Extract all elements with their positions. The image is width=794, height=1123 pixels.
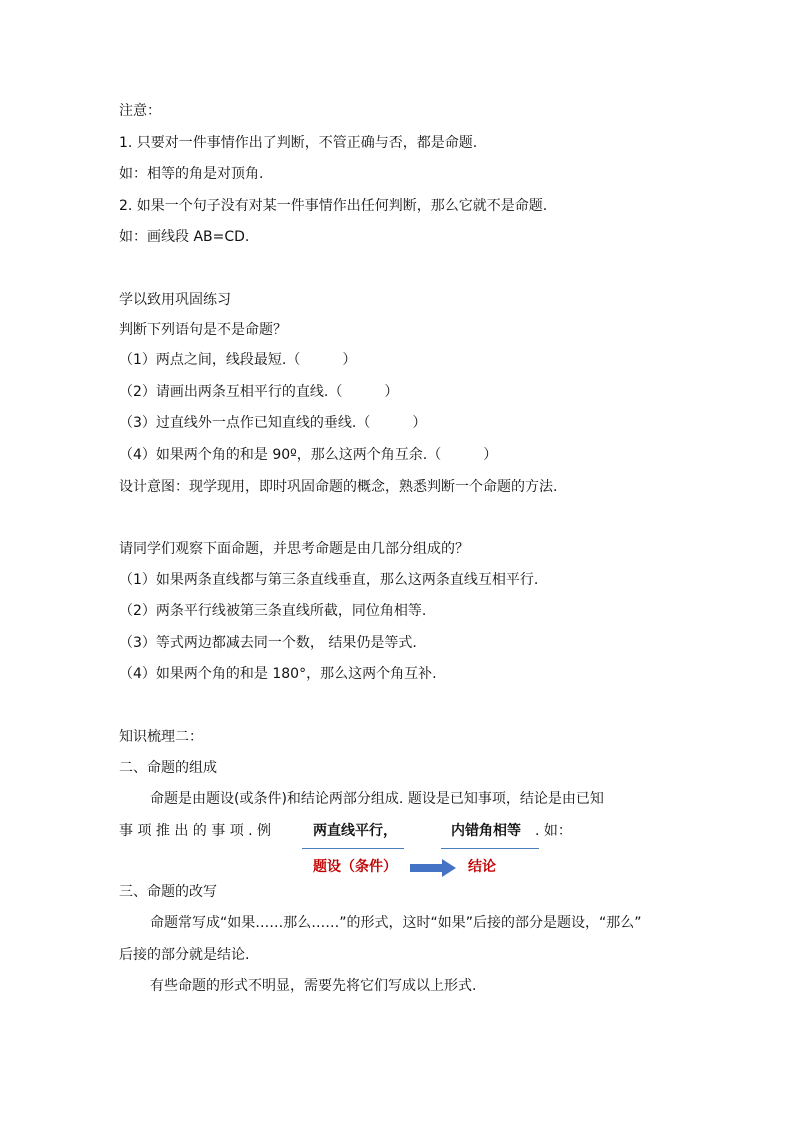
- example-conclusion: 内错角相等: [451, 823, 521, 839]
- notes-item-2: 2. 如果一个句子没有对某一件事情作出任何判断，那么它就不是命题.: [119, 198, 548, 214]
- label-conclusion: 结论: [468, 859, 496, 875]
- notes-item-1: 1. 只要对一件事情作出了判断，不管正确与否，都是命题.: [119, 135, 478, 151]
- right-arrow-icon: [410, 859, 456, 877]
- composition-paragraph-line-1: 命题是由题设(或条件)和结论两部分组成. 题设是已知事项，结论是由已知: [150, 791, 604, 807]
- practice-item-4: （4）如果两个角的和是 90º，那么这两个角互余.（ ）: [119, 447, 498, 463]
- composition-paragraph-line-2-prefix: 事 项 推 出 的 事 项 . 例: [119, 823, 272, 839]
- practice-item-1: （1）两点之间，线段最短.（ ）: [119, 352, 357, 368]
- observe-item-2: （2）两条平行线被第三条直线所截，同位角相等.: [119, 603, 427, 619]
- practice-item-2: （2）请画出两条互相平行的直线.（ ）: [119, 384, 399, 400]
- notes-heading: 注意：: [119, 103, 161, 119]
- composition-paragraph-line-2-suffix: . 如：: [535, 823, 572, 839]
- observe-prompt: 请同学们观察下面命题，并思考命题是由几部分组成的？: [119, 541, 469, 557]
- rewrite-paragraph-line-3: 有些命题的形式不明显，需要先将它们写成以上形式.: [150, 978, 477, 994]
- example-condition: 两直线平行，: [313, 823, 397, 839]
- section-2-title: 二、命题的组成: [119, 760, 217, 776]
- practice-question: 判断下列语句是不是命题？: [119, 322, 287, 338]
- notes-example-2: 如：画线段 AB=CD.: [119, 229, 250, 245]
- observe-item-4: （4）如果两个角的和是 180°，那么这两个角互补.: [119, 666, 437, 682]
- practice-design-intent: 设计意图：现学现用，即时巩固命题的概念，熟悉判断一个命题的方法.: [119, 479, 558, 495]
- rewrite-paragraph-line-1: 命题常写成“如果……那么……”的形式，这时“如果”后接的部分是题设，“那么”: [150, 915, 642, 931]
- notes-example-1: 如：相等的角是对顶角.: [119, 166, 264, 182]
- practice-title: 学以致用巩固练习: [119, 292, 231, 308]
- knowledge-heading: 知识梳理二：: [119, 729, 203, 745]
- conclusion-underline: [441, 848, 539, 849]
- rewrite-paragraph-line-2: 后接的部分就是结论.: [119, 947, 250, 963]
- observe-item-1: （1）如果两条直线都与第三条直线垂直，那么这两条直线互相平行.: [119, 572, 539, 588]
- practice-item-3: （3）过直线外一点作已知直线的垂线.（ ）: [119, 415, 427, 431]
- label-condition: 题设（条件）: [313, 859, 397, 875]
- observe-item-3: （3）等式两边都减去同一个数， 结果仍是等式.: [119, 635, 417, 651]
- section-3-title: 三、命题的改写: [119, 884, 217, 900]
- condition-underline: [302, 848, 404, 849]
